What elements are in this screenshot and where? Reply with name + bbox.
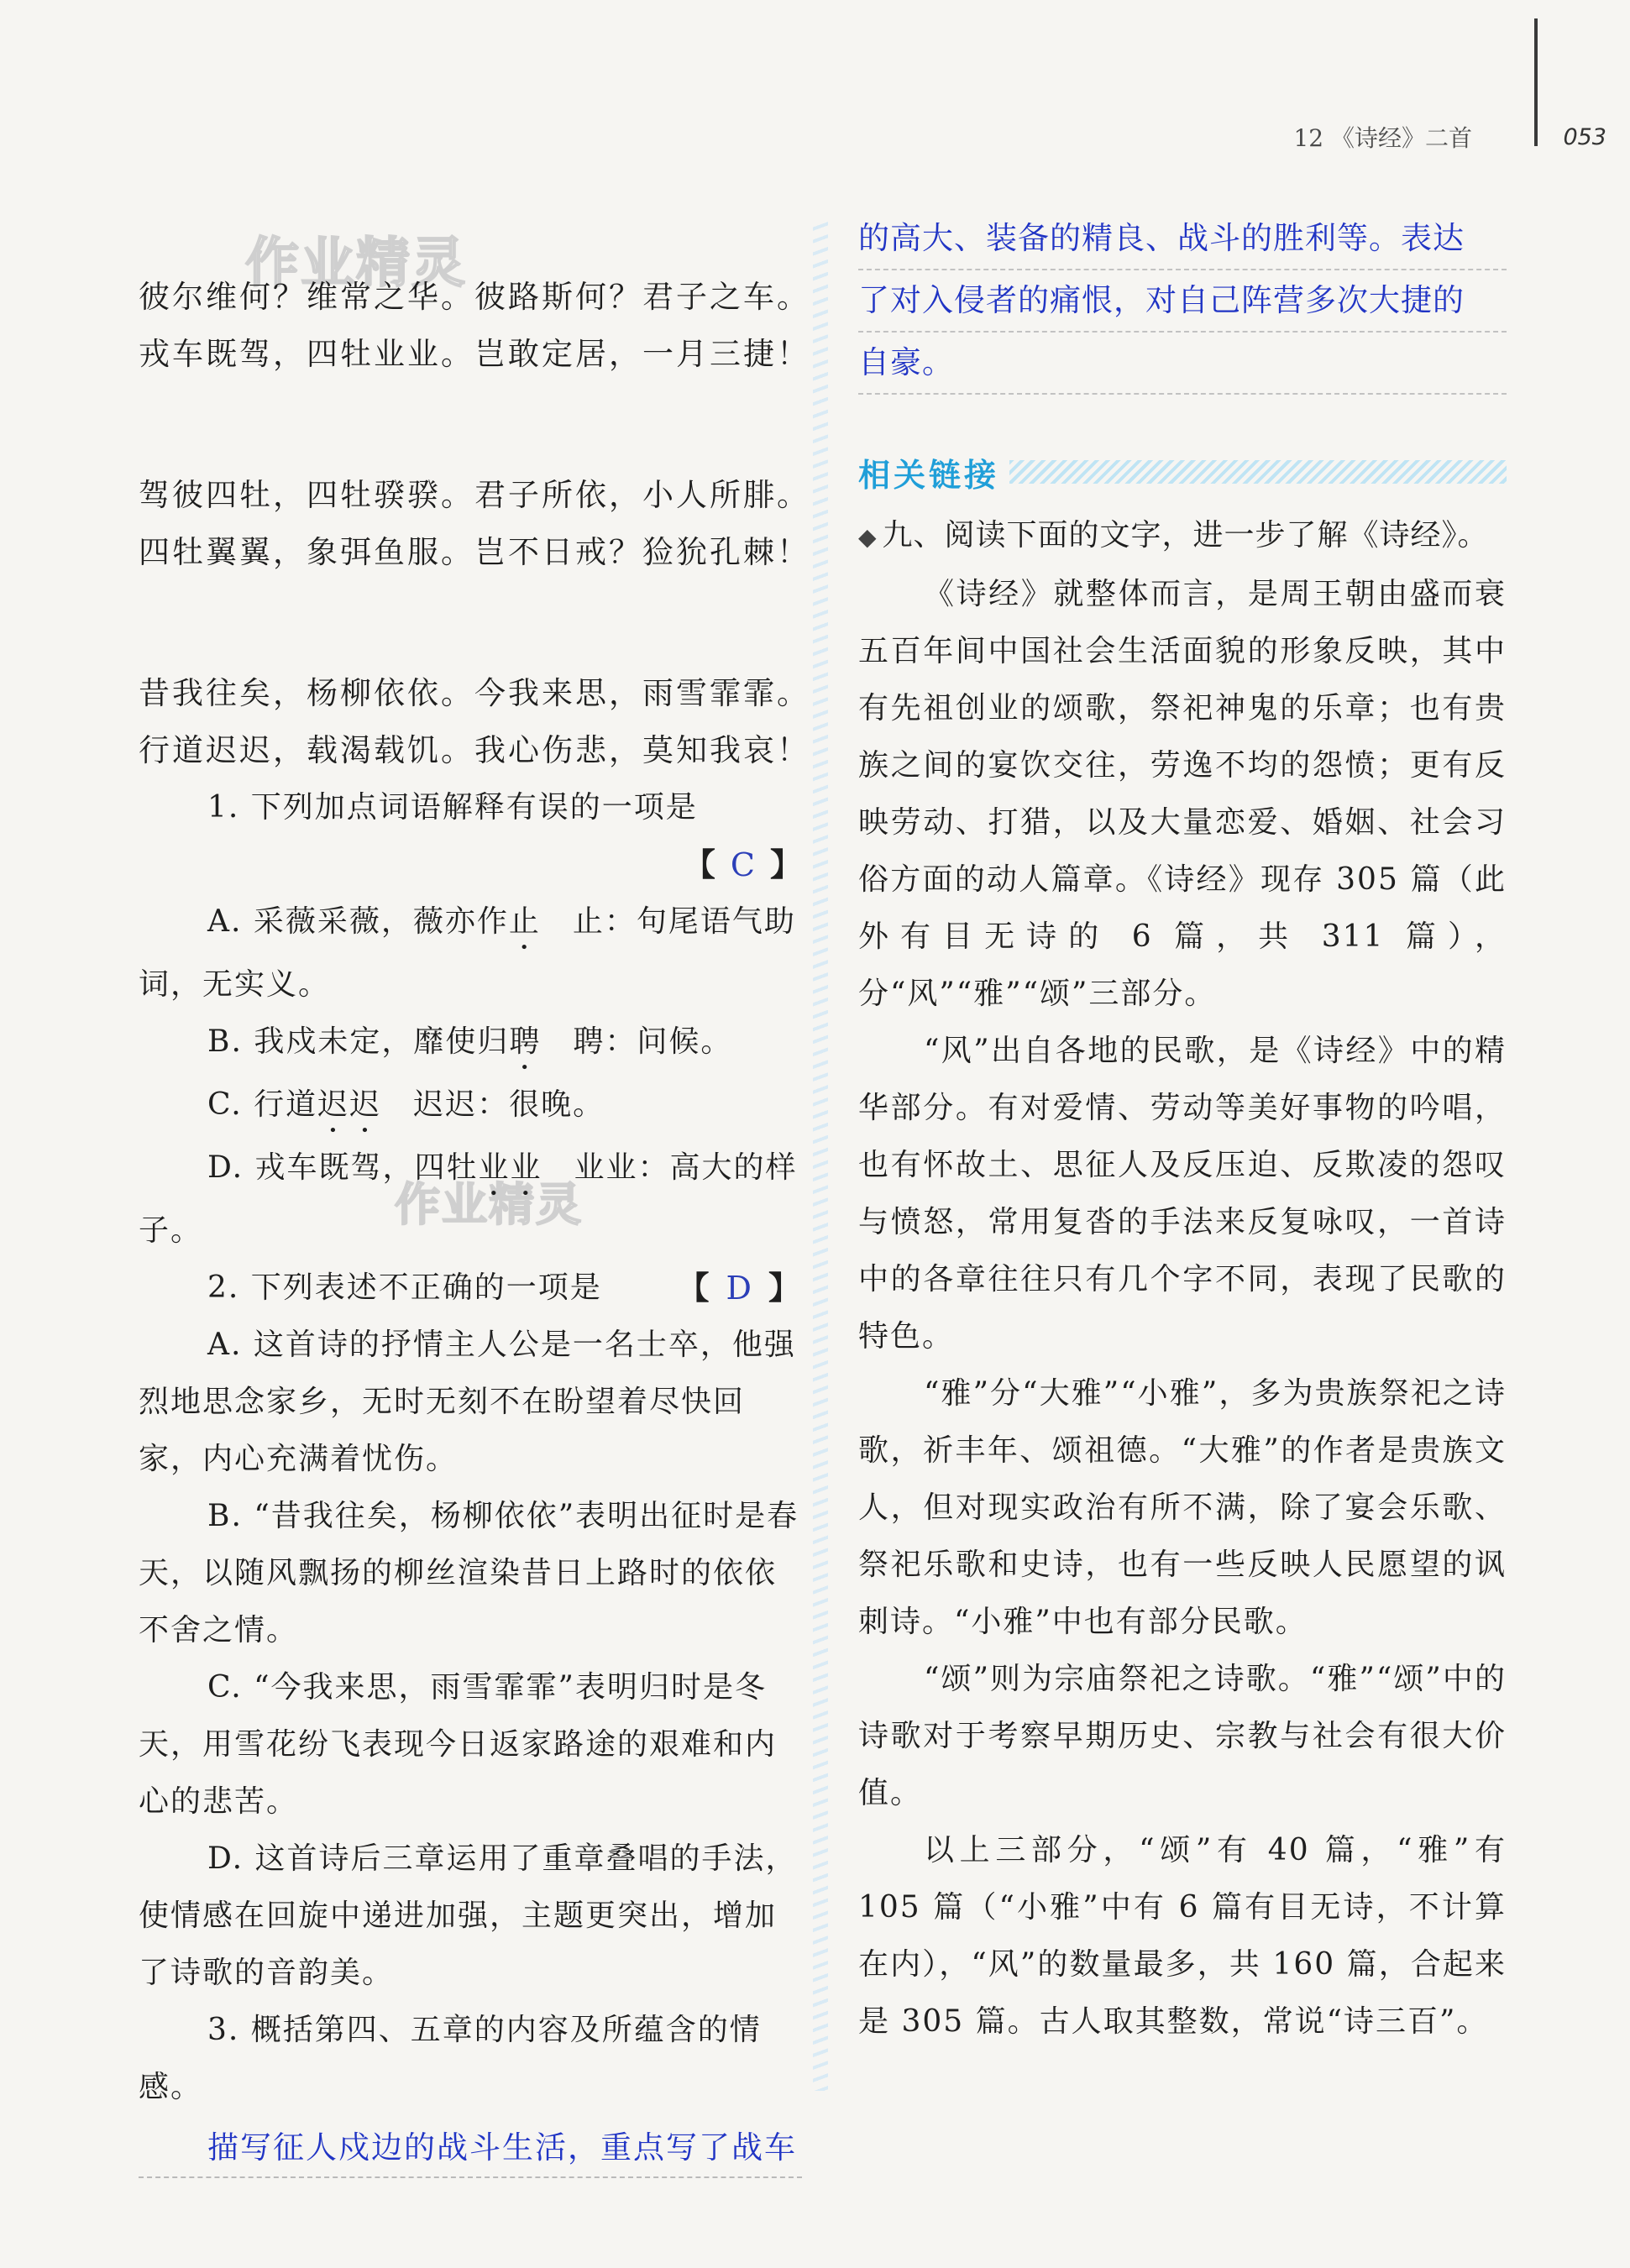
paragraph: 《诗经》就整体而言，是周王朝由盛而衰五百年间中国社会生活面貌的形象反映，其中有先祖创业的颂歌，祭祀神鬼的乐章；也有贵族之间的宴饮交往，劳逸不均的怨愤；更有反映劳动、打猎，以及大量恋爱、婚姻、社会习俗方面的动人篇章。《诗经》现存 305 篇（此外有目无诗的 6 篇，共 311 篇），分“风”“雅”“颂”三部分。 bbox=[858, 577, 1507, 1011]
left-column bbox=[139, 269, 810, 2178]
question-1-answer: C bbox=[730, 846, 755, 883]
paragraph: “风”出自各地的民歌，是《诗经》中的精华部分。有对爱情、劳动等美好事物的吟唱，也有怀故土、思征人及反压迫、反欺凌的怨叹与愤怒，常用复沓的手法来反复咏叹，一首诗中的各章往往只有几个字不同，表现了民歌的特色。 bbox=[858, 1034, 1507, 1354]
question-3-answer-line-3: 了对入侵者的痛恨，对自己阵营多次大捷的 bbox=[858, 270, 1507, 333]
poem-line: 驾彼四牡，四牡骙骙。君子所依，小人所腓。 bbox=[139, 477, 810, 513]
paragraph: “雅”分“大雅”“小雅”，多为贵族祭祀之诗歌，祈丰年、颂祖德。“大雅”的作者是贵族文人，但对现实政治有所不满，除了宴会乐歌、祭祀乐歌和史诗，也有一些反映人民愿望的讽刺诗。“小雅”中也有部分民歌。 bbox=[858, 1376, 1507, 1639]
paragraph: 以上三部分，“颂”有 40 篇，“雅”有 105 篇（“小雅”中有 6 篇有目无诗，不计算在内），“风”的数量最多，共 160 篇，合起来是 305 篇。古人取其整数，常说“诗三百”。 bbox=[858, 1833, 1507, 2039]
poem-line: 四牡翼翼，象弭鱼服。岂不日戒？猃狁孔棘！ bbox=[139, 534, 810, 570]
poem-line: 彼尔维何？维常之华。彼路斯何？君子之车。 bbox=[139, 279, 810, 315]
question-1-answer-box bbox=[139, 836, 802, 893]
page-number: 053 bbox=[1563, 124, 1606, 150]
question-1-option-c: C. 行道迟迟 迟迟：很晚。 bbox=[207, 1087, 605, 1122]
poem-stanza-6 bbox=[139, 665, 810, 779]
question-1-option-b: B. 我戍未定，靡使归聘 聘：问候。 bbox=[207, 1024, 733, 1059]
watermark-middle: 作业精灵 bbox=[395, 1178, 583, 1231]
question-2-row bbox=[139, 1260, 802, 1317]
watermark-top: 作业精灵 bbox=[245, 233, 467, 295]
question-2-option-c: C. “今我来思，雨雪霏霏”表明归时是冬天，用雪花纷飞表现今日返家路途的艰难和内心的悲苦。 bbox=[139, 1670, 778, 1819]
question-1-stem: 1. 下列加点词语解释有误的一项是 bbox=[207, 790, 698, 825]
related-links-title: 相关链接 bbox=[858, 456, 1000, 494]
question-2-option-b: B. “昔我往矣，杨柳依依”表明出征时是春天，以随风飘扬的柳丝渲染昔日上路时的依依不舍之情。 bbox=[139, 1499, 799, 1647]
question-3-answer-line-2: 的高大、装备的精良、战斗的胜利等。表达 bbox=[858, 208, 1507, 270]
right-column bbox=[858, 208, 1507, 2051]
poem-stanza-4 bbox=[139, 269, 810, 383]
diamond-icon: ◆ bbox=[858, 523, 878, 551]
column-divider bbox=[813, 218, 828, 2091]
poem-stanza-5 bbox=[139, 467, 810, 581]
question-2-answer: D bbox=[726, 1270, 753, 1307]
question-1-option-d: D. 戎车既驾，四牡业业 业业：高大的样子。 bbox=[139, 1150, 798, 1248]
related-links-heading bbox=[858, 447, 1507, 497]
question-3-answer-line-4: 自豪。 bbox=[858, 333, 1507, 395]
lesson-title: 12 《诗经》二首 bbox=[1293, 124, 1472, 152]
question-2-option-a: A. 这首诗的抒情主人公是一名士卒，他强烈地思念家乡，无时无刻不在盼望着尽快回家，内心充满着忧伤。 bbox=[139, 1328, 796, 1476]
page-header bbox=[1293, 116, 1504, 158]
question-3-answer-line-1: 描写征人戍边的战斗生活，重点写了战车 bbox=[139, 2119, 802, 2178]
question-1-option-a: A. 采薇采薇，薇亦作止 止：句尾语气助词，无实义。 bbox=[139, 904, 796, 1002]
header-rule bbox=[1534, 18, 1538, 146]
poem-line: 昔我往矣，杨柳依依。今我来思，雨雪霏霏。 bbox=[139, 675, 810, 711]
question-2-answer-box: 【 D 】 bbox=[678, 1260, 803, 1317]
question-9: ◆ 九、阅读下面的文字，进一步了解《诗经》。 bbox=[858, 518, 1489, 553]
poem-line: 戎车既驾，四牡业业。岂敢定居，一月三捷！ bbox=[139, 336, 810, 372]
bracket-left: 【 bbox=[683, 846, 715, 883]
question-2-option-d: D. 这首诗后三章运用了重章叠唱的手法，使情感在回旋中递进加强，主题更突出，增加了诗歌的音韵美。 bbox=[139, 1841, 798, 1990]
heading-stripe bbox=[1009, 460, 1507, 484]
question-3-stem: 3. 概括第四、五章的内容及所蕴含的情感。 bbox=[139, 2013, 762, 2104]
paragraph: “颂”则为宗庙祭祀之诗歌。“雅”“颂”中的诗歌对于考察早期历史、宗教与社会有很大价值。 bbox=[858, 1662, 1507, 1810]
poem-line: 行道迟迟，载渴载饥。我心伤悲，莫知我哀！ bbox=[139, 732, 810, 768]
bracket-right: 】 bbox=[769, 846, 802, 883]
question-2-stem: 2. 下列表述不正确的一项是 bbox=[207, 1270, 602, 1305]
